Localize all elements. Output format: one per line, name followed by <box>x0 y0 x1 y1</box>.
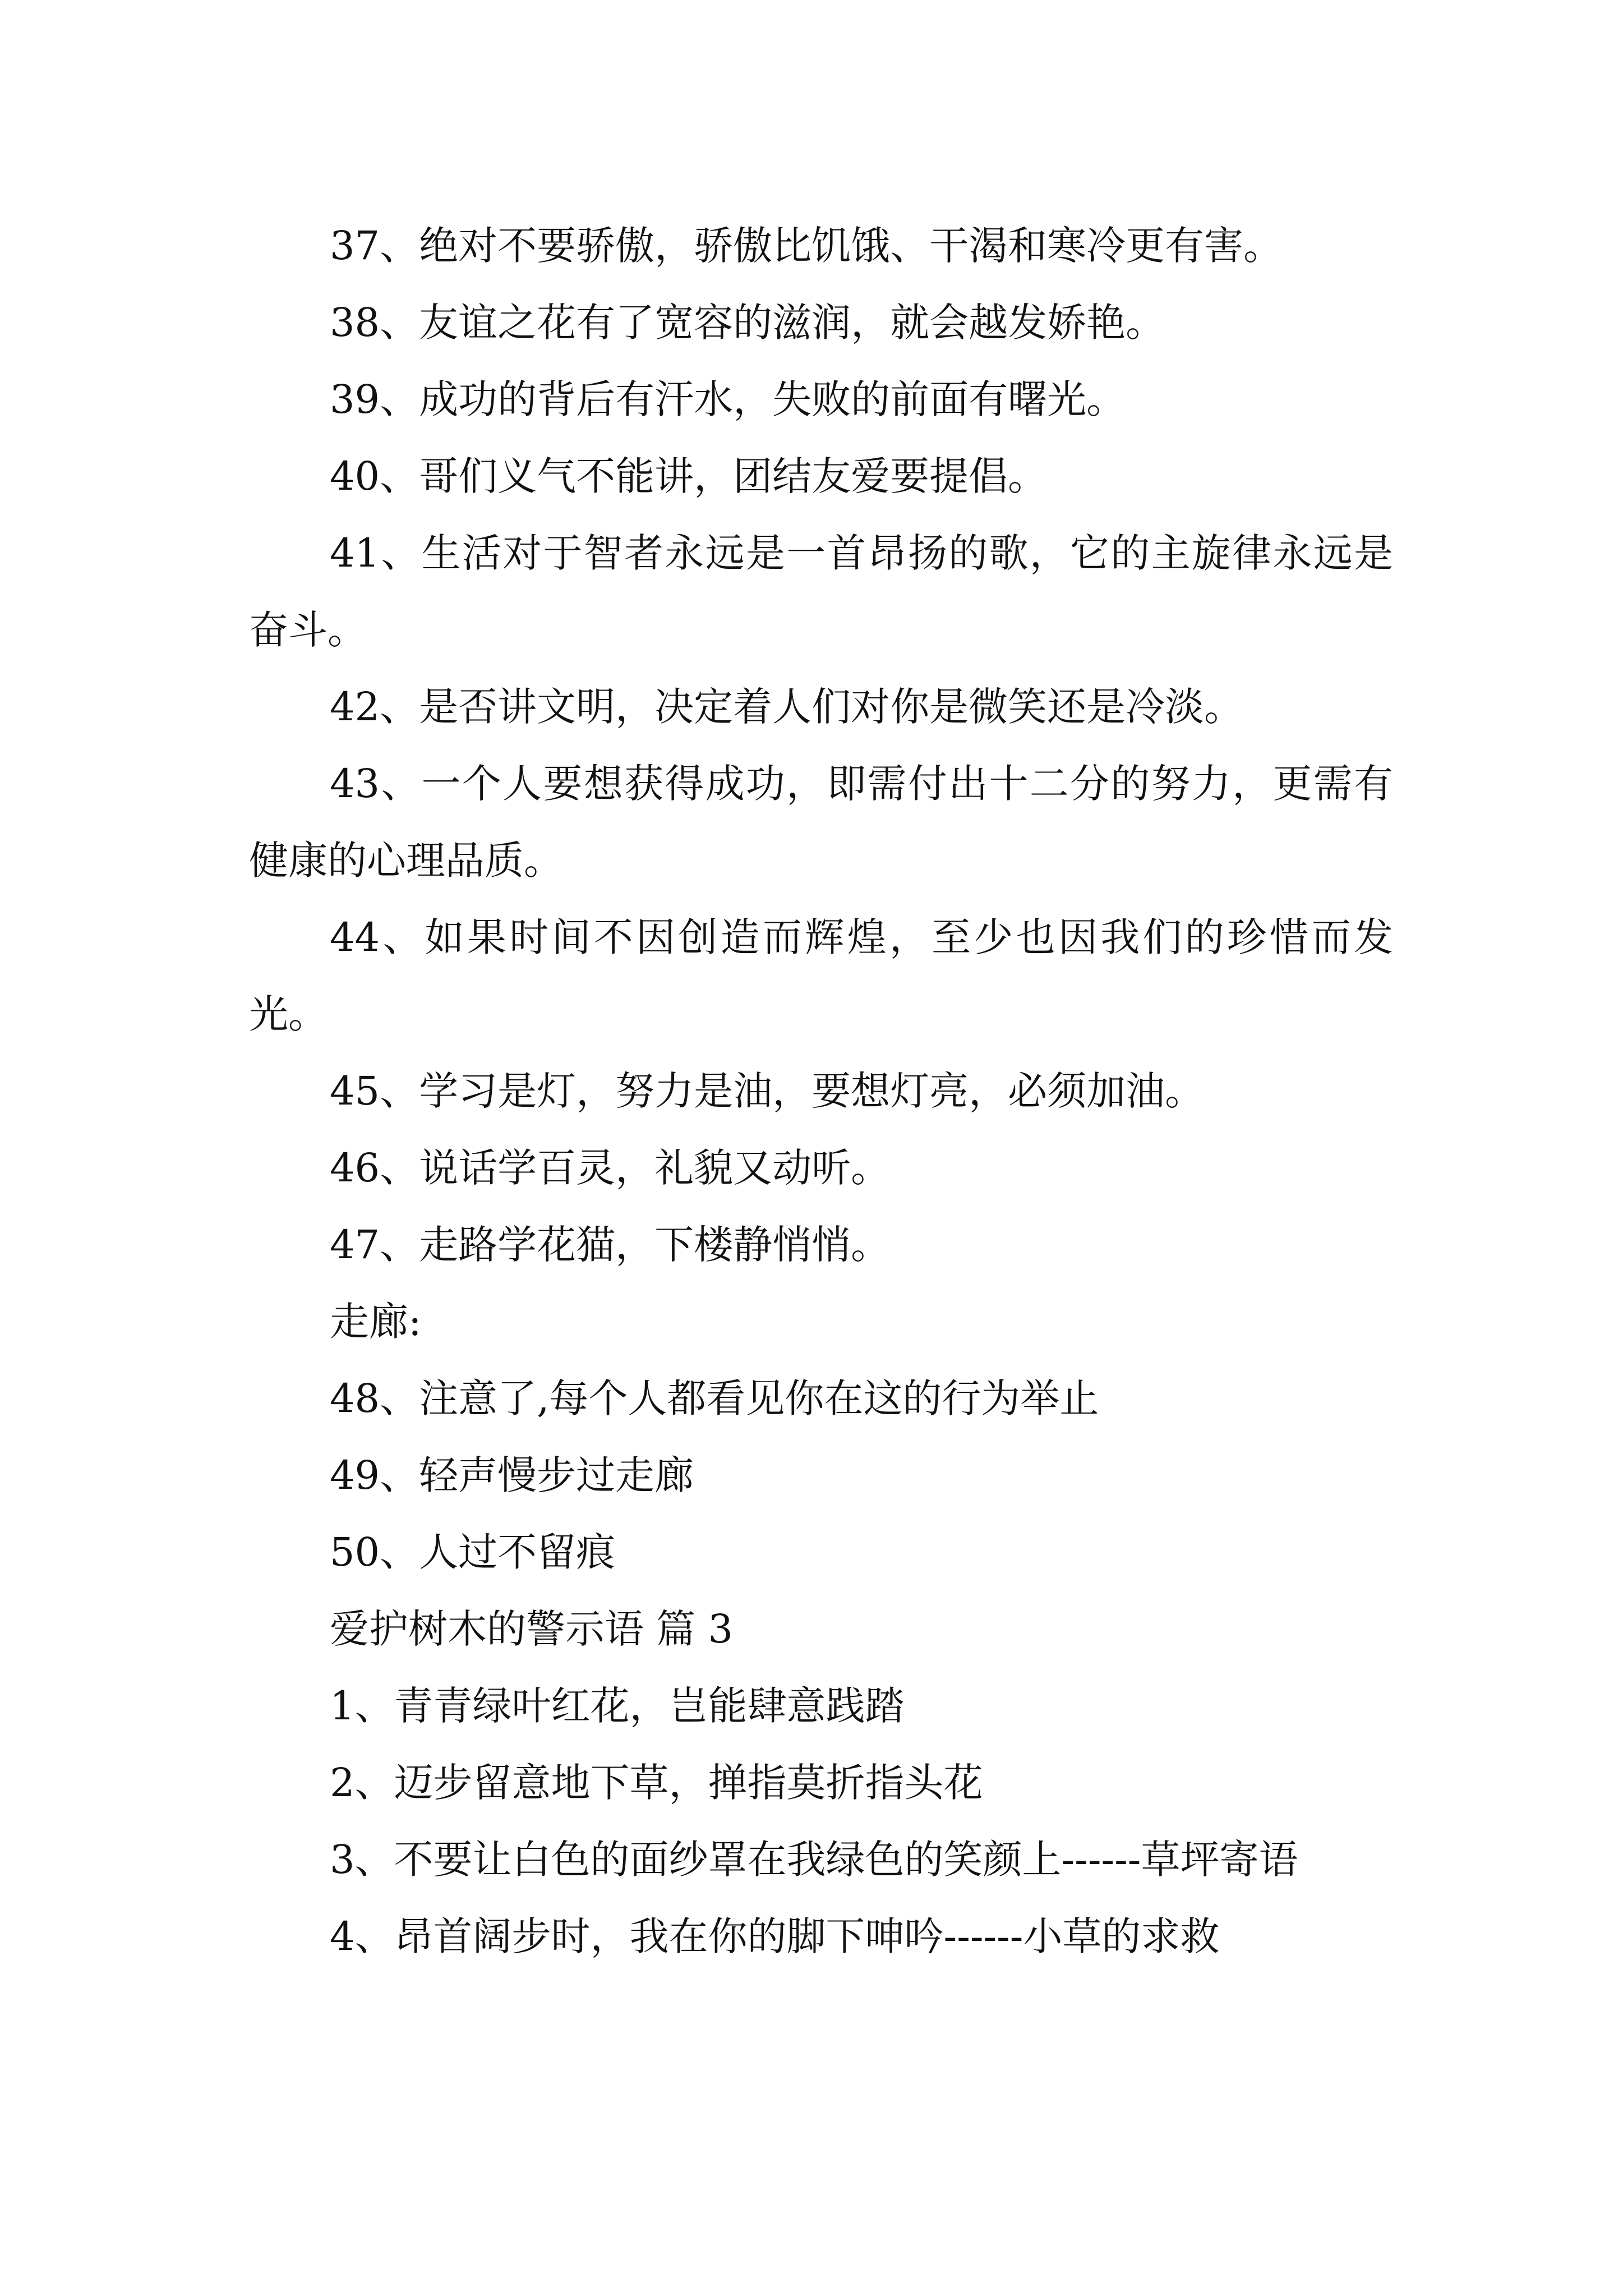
document-body <box>249 208 1393 1975</box>
paragraph-49: 49、轻声慢步过走廊 <box>330 1452 694 1498</box>
paragraph-41: 41、生活对于智者永远是一首昂扬的歌，它的主旋律永远是奋斗。 <box>249 530 1393 653</box>
paragraph-39: 39、成功的背后有汗水，失败的前面有曙光。 <box>330 376 1126 422</box>
paragraph-43: 43、一个人要想获得成功，即需付出十二分的努力，更需有健康的心理品质。 <box>249 761 1393 884</box>
section-label-corridor: 走廊: <box>330 1299 422 1345</box>
paragraph-46: 46、说话学百灵，礼貌又动听。 <box>330 1145 891 1191</box>
section-heading: 爱护树木的警示语 篇 3 <box>330 1606 734 1652</box>
paragraph-1: 1、青青绿叶红花，岂能肆意践踏 <box>330 1683 905 1729</box>
paragraph-40: 40、哥们义气不能讲，团结友爱要提倡。 <box>330 453 1048 499</box>
paragraph-38: 38、友谊之花有了宽容的滋润，就会越发娇艳。 <box>330 300 1165 346</box>
paragraph-50: 50、人过不留痕 <box>330 1529 616 1575</box>
paragraph-45: 45、学习是灯，努力是油，要想灯亮，必须加油。 <box>330 1068 1205 1114</box>
paragraph-44: 44、如果时间不因创造而辉煌，至少也因我们的珍惜而发光。 <box>249 914 1393 1037</box>
paragraph-3: 3、不要让白色的面纱罩在我绿色的笑颜上------草坪寄语 <box>330 1837 1298 1883</box>
paragraph-2: 2、迈步留意地下草，掸指莫折指头花 <box>330 1760 983 1806</box>
paragraph-47: 47、走路学花猫，下楼静悄悄。 <box>330 1222 891 1268</box>
paragraph-4: 4、昂首阔步时，我在你的脚下呻吟------小草的求救 <box>330 1913 1220 1959</box>
paragraph-42: 42、是否讲文明，决定着人们对你是微笑还是冷淡。 <box>330 684 1244 730</box>
paragraph-48: 48、注意了,每个人都看见你在这的行为举止 <box>330 1375 1099 1421</box>
paragraph-37: 37、绝对不要骄傲，骄傲比饥饿、干渴和寒冷更有害。 <box>330 223 1283 269</box>
